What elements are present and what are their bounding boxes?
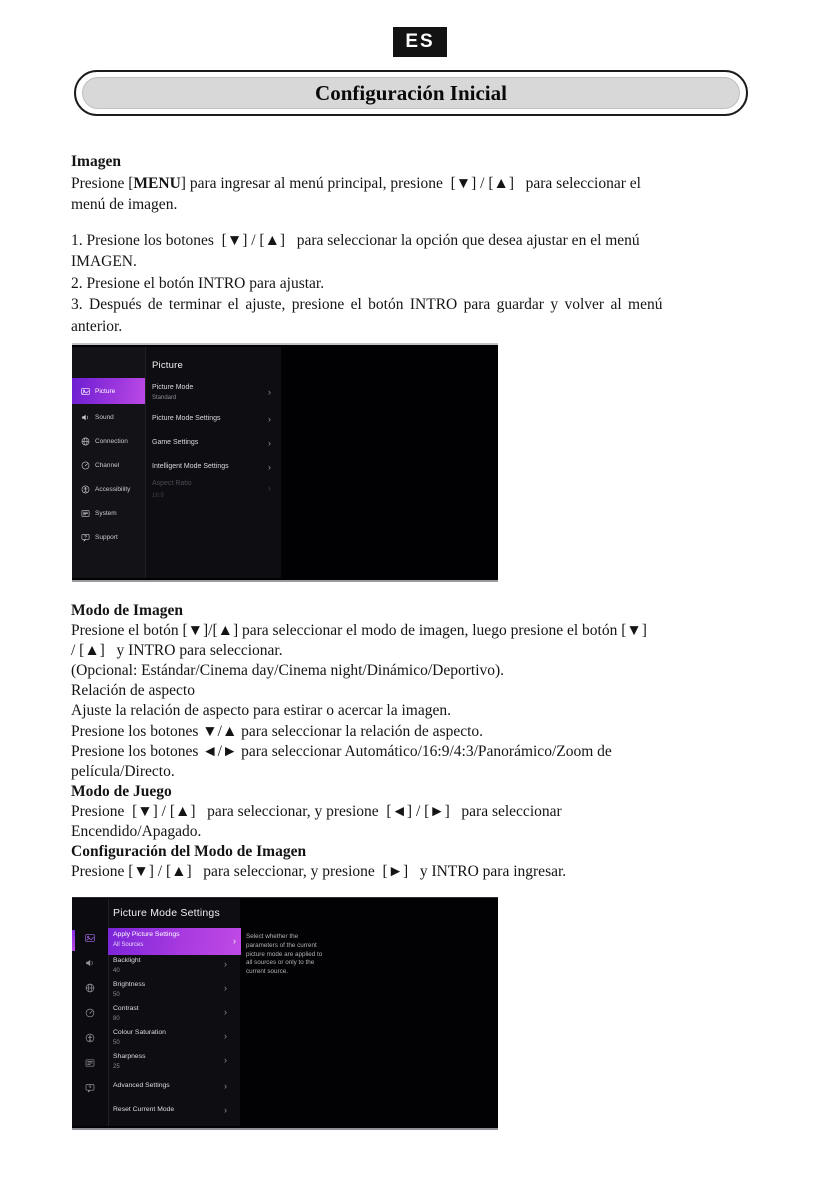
tv-sidebar-icons — [72, 899, 109, 1126]
help-text — [246, 933, 356, 977]
menu-item-value: 50 — [113, 992, 120, 998]
menu-item-label: Backlight — [113, 957, 141, 964]
text-line: / [▲] y INTRO para seleccionar. — [71, 642, 283, 660]
text-line: (Opcional: Estándar/Cinema day/Cinema night/Dinámico/Deportivo). — [71, 662, 505, 680]
text-line: Presione [▼] / [▲] para seleccionar, y presione [◄] / [►] para seleccionar — [71, 802, 562, 820]
menu-item-value: 16:9 — [152, 493, 164, 499]
sidebar-item-connection — [72, 429, 145, 453]
tv-menu-panel — [145, 347, 281, 578]
menu-item-label: Brightness — [113, 981, 146, 988]
chevron-right-icon: › — [224, 1007, 227, 1017]
chevron-right-icon: › — [224, 1105, 227, 1115]
sidebar-label: Connection — [95, 437, 128, 445]
menu-item-label: Sharpness — [113, 1053, 146, 1060]
sound-icon — [85, 958, 95, 968]
intro-rest: ] para ingresar al menú principal, presione [▼] / [▲] para seleccionar el — [180, 174, 641, 192]
sound-icon — [81, 413, 90, 422]
language-badge: ES — [393, 27, 447, 57]
support-icon — [85, 1083, 95, 1093]
menu-item-value: 80 — [113, 1016, 120, 1022]
chevron-right-icon: › — [224, 1031, 227, 1041]
chevron-right-icon: › — [268, 414, 271, 424]
sidebar-item-system — [72, 501, 145, 525]
sidebar-label: Support — [95, 533, 118, 541]
accessibility-icon — [85, 1033, 95, 1043]
help-line: all sources or only to the — [246, 959, 315, 967]
step-line: IMAGEN. — [71, 253, 137, 270]
connection-icon — [85, 983, 95, 993]
step-line: anterior. — [71, 317, 123, 335]
sidebar-label: Sound — [95, 413, 114, 421]
menu-item-label: Game Settings — [152, 439, 199, 446]
menu-item-label: Intelligent Mode Settings — [152, 463, 229, 470]
sidebar-item-accessibility — [72, 477, 145, 501]
sidebar-item-channel — [72, 453, 145, 477]
channel-icon — [85, 1008, 95, 1018]
system-icon — [81, 509, 90, 518]
text-line: Encendido/Apagado. — [71, 823, 202, 841]
imagen-intro-line2: menú de imagen. — [71, 196, 178, 213]
connection-icon — [81, 437, 90, 446]
chevron-right-icon: › — [233, 936, 236, 946]
tv-panel-title: Picture Mode Settings — [113, 907, 220, 919]
screenshot-picture-menu — [72, 343, 498, 582]
help-line: Select whether the — [246, 933, 299, 940]
sidebar-label: Accessibility — [95, 485, 131, 493]
chevron-right-icon: › — [268, 438, 271, 448]
text-line: Relación de aspecto — [71, 682, 195, 700]
menu-item-label: Contrast — [113, 1005, 139, 1012]
sidebar-item-support — [72, 525, 145, 549]
menu-item-value: Standard — [152, 395, 177, 401]
imagen-intro-line1 — [71, 173, 781, 195]
menu-item-label: Picture Mode Settings — [152, 415, 221, 422]
chevron-right-icon: › — [268, 462, 271, 472]
text-line: Ajuste la relación de aspecto para estirar o acercar la imagen. — [71, 702, 451, 720]
active-item-accent-bar — [72, 930, 75, 951]
picture-icon — [81, 387, 90, 396]
step-line: 3. Después de terminar el ajuste, presione el botón INTRO para guardar y volver al menú — [71, 296, 663, 313]
imagen-heading: Imagen — [71, 153, 121, 170]
accessibility-icon — [81, 485, 90, 494]
sidebar-item-picture — [72, 378, 145, 404]
chevron-right-icon: › — [224, 1055, 227, 1065]
sidebar-item-sound — [72, 405, 145, 429]
chevron-right-icon: › — [224, 959, 227, 969]
channel-icon — [81, 461, 90, 470]
menu-item-label: Colour Saturation — [113, 1029, 166, 1036]
modo-juego-heading: Modo de Juego — [71, 782, 172, 800]
text-line: Presione los botones ▼/▲ para seleccionar la relación de aspecto. — [71, 722, 484, 740]
step-line: 1. Presione los botones [▼] / [▲] para seleccionar la opción que desea ajustar en el menú — [71, 231, 640, 249]
chevron-right-icon: › — [224, 1081, 227, 1091]
chevron-right-icon: › — [268, 387, 271, 397]
menu-item-label: Aspect Ratio — [152, 480, 192, 487]
menu-key: MENU — [133, 174, 181, 192]
step-line: 2. Presione el botón INTRO para ajustar. — [71, 274, 325, 292]
intro-prefix: Presione [ — [71, 174, 134, 192]
menu-item-value: All Sources — [113, 942, 144, 948]
menu-item-label: Picture Mode — [152, 384, 194, 391]
section-title: Configuración Inicial — [82, 77, 740, 109]
sidebar-label: Channel — [95, 461, 120, 469]
help-line: current source. — [246, 968, 288, 976]
sidebar-label: System — [95, 509, 117, 517]
menu-item-label: Advanced Settings — [113, 1082, 170, 1089]
text-line: Presione el botón [▼]/[▲] para seleccionar el modo de imagen, luego presione el botón [▼] — [71, 622, 647, 640]
modo-imagen-heading: Modo de Imagen — [71, 602, 183, 619]
settings-text-block — [71, 601, 781, 882]
text-line: película/Directo. — [71, 762, 175, 780]
help-line: parameters of the current — [246, 941, 317, 949]
chevron-right-icon: › — [268, 483, 271, 493]
menu-item-value: 40 — [113, 968, 120, 974]
chevron-right-icon: › — [224, 983, 227, 993]
system-icon — [85, 1058, 95, 1068]
screenshot-picture-mode-settings — [72, 897, 498, 1130]
menu-item-value: 25 — [113, 1064, 120, 1070]
menu-item-selected — [108, 928, 241, 955]
intro-text-block — [71, 151, 781, 337]
picture-icon — [85, 933, 95, 943]
menu-item-value: 50 — [113, 1040, 120, 1046]
help-line: picture mode are applied to — [246, 950, 323, 958]
tv-sidebar — [72, 347, 145, 578]
menu-item-label: Reset Current Mode — [113, 1106, 175, 1113]
support-icon — [81, 533, 90, 542]
menu-item-label: Apply Picture Settings — [113, 931, 180, 938]
text-line: Presione [▼] / [▲] para seleccionar, y presione [►] y INTRO para ingresar. — [71, 863, 567, 881]
config-modo-imagen-heading: Configuración del Modo de Imagen — [71, 843, 307, 861]
sidebar-label: Picture — [95, 387, 116, 395]
tv-panel-title: Picture — [152, 360, 183, 371]
section-banner — [74, 70, 748, 116]
text-line: Presione los botones ◄/► para seleccionar Automático/16:9/4:3/Panorámico/Zoom de — [71, 742, 612, 760]
